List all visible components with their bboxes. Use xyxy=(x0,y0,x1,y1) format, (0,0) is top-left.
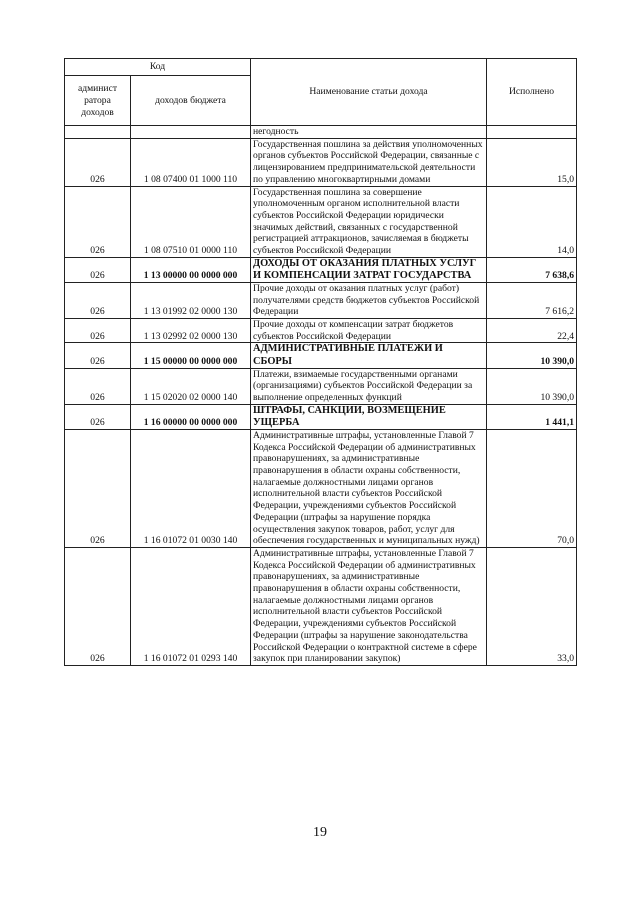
cell-value: 1 441,1 xyxy=(487,404,577,429)
header-executed: Исполнено xyxy=(487,59,577,126)
cell-name: Государственная пошлина за действия уполномоченных органов субъектов Российской Федерации, связанные с лицензированием предпринимательской деятельности по управлению многоквартирными домами xyxy=(251,138,487,186)
table-row-section xyxy=(65,404,577,429)
cell-name: Административные штрафы, установленные Главой 7 Кодекса Российской Федерации об административных правонарушениях, за административные правонарушения в области охраны собственности, налагаемые должностными лицами органов исполнительной власти субъектов Российской Федерации, учреждениями субъектов Российской Федерации (штрафы за нарушение порядка осуществления закупок товаров, работ, услуг для обеспечения государственных и муниципальных нужд) xyxy=(251,429,487,547)
cell-code: 1 13 02992 02 0000 130 xyxy=(131,319,251,343)
cell-name: ДОХОДЫ ОТ ОКАЗАНИЯ ПЛАТНЫХ УСЛУГ И КОМПЕНСАЦИИ ЗАТРАТ ГОСУДАРСТВА xyxy=(251,257,487,282)
table-row-section xyxy=(65,257,577,282)
cell-value xyxy=(487,126,577,139)
table-row xyxy=(65,429,577,547)
cell-name: Прочие доходы от компенсации затрат бюджетов субъектов Российской Федерации xyxy=(251,319,487,343)
cell-value: 15,0 xyxy=(487,138,577,186)
cell-code: 1 16 01072 01 0030 140 xyxy=(131,429,251,547)
cell-admin: 026 xyxy=(65,257,131,282)
table-row xyxy=(65,547,577,665)
cell-value: 10 390,0 xyxy=(487,343,577,368)
cell-name: Платежи, взимаемые государственными органами (организациями) субъектов Российской Федерации за выполнение определенных функций xyxy=(251,368,487,404)
cell-admin: 026 xyxy=(65,368,131,404)
cell-value: 14,0 xyxy=(487,186,577,257)
continuation-text: негодность xyxy=(251,126,487,139)
cell-name: АДМИНИСТРАТИВНЫЕ ПЛАТЕЖИ И СБОРЫ xyxy=(251,343,487,368)
header-row-top xyxy=(65,59,577,76)
cell-admin: 026 xyxy=(65,319,131,343)
cell-code: 1 08 07510 01 0000 110 xyxy=(131,186,251,257)
table-row xyxy=(65,282,577,318)
cell-value: 7 638,6 xyxy=(487,257,577,282)
cell-admin: 026 xyxy=(65,138,131,186)
table-row-section xyxy=(65,343,577,368)
cell-code: 1 13 00000 00 0000 000 xyxy=(131,257,251,282)
cell-code: 1 08 07400 01 1000 110 xyxy=(131,138,251,186)
cell-admin: 026 xyxy=(65,429,131,547)
page-number: 19 xyxy=(313,825,327,840)
cell-admin xyxy=(65,126,131,139)
continuation-row xyxy=(65,126,577,139)
cell-code: 1 16 01072 01 0293 140 xyxy=(131,547,251,665)
header-name: Наименование статьи дохода xyxy=(251,59,487,126)
cell-code: 1 15 02020 02 0000 140 xyxy=(131,368,251,404)
table-row xyxy=(65,368,577,404)
header-administrator: админист ратора доходов xyxy=(65,76,131,126)
cell-admin: 026 xyxy=(65,186,131,257)
table-row xyxy=(65,319,577,343)
table-row xyxy=(65,138,577,186)
cell-name: Административные штрафы, установленные Главой 7 Кодекса Российской Федерации об административных правонарушениях, за административные правонарушения в области охраны собственности, налагаемые должностными лицами органов исполнительной власти субъектов Российской Федерации, учреждениями субъектов Российской Федерации (штрафы за нарушение законодательства Российской Федерации о контрактной системе в сфере закупок при планировании закупок) xyxy=(251,547,487,665)
header-code-group: Код xyxy=(65,59,251,76)
cell-value: 7 616,2 xyxy=(487,282,577,318)
cell-value: 10 390,0 xyxy=(487,368,577,404)
cell-code: 1 16 00000 00 0000 000 xyxy=(131,404,251,429)
table-row xyxy=(65,186,577,257)
cell-value: 22,4 xyxy=(487,319,577,343)
cell-name: Государственная пошлина за совершение уполномоченным органом исполнительной власти субъектов Российской Федерации юридически значимых действий, связанных с государственной регистрацией аттракционов, зачисляемая в бюджеты субъектов Российской Федерации xyxy=(251,186,487,257)
cell-admin: 026 xyxy=(65,343,131,368)
cell-admin: 026 xyxy=(65,547,131,665)
cell-code: 1 15 00000 00 0000 000 xyxy=(131,343,251,368)
cell-admin: 026 xyxy=(65,282,131,318)
cell-name: Прочие доходы от оказания платных услуг (работ) получателями средств бюджетов субъектов Российской Федерации xyxy=(251,282,487,318)
revenue-table xyxy=(64,58,577,666)
cell-admin: 026 xyxy=(65,404,131,429)
cell-value: 33,0 xyxy=(487,547,577,665)
cell-value: 70,0 xyxy=(487,429,577,547)
header-budget-revenue: доходов бюджета xyxy=(131,76,251,126)
cell-code xyxy=(131,126,251,139)
cell-name: ШТРАФЫ, САНКЦИИ, ВОЗМЕЩЕНИЕ УЩЕРБА xyxy=(251,404,487,429)
cell-code: 1 13 01992 02 0000 130 xyxy=(131,282,251,318)
